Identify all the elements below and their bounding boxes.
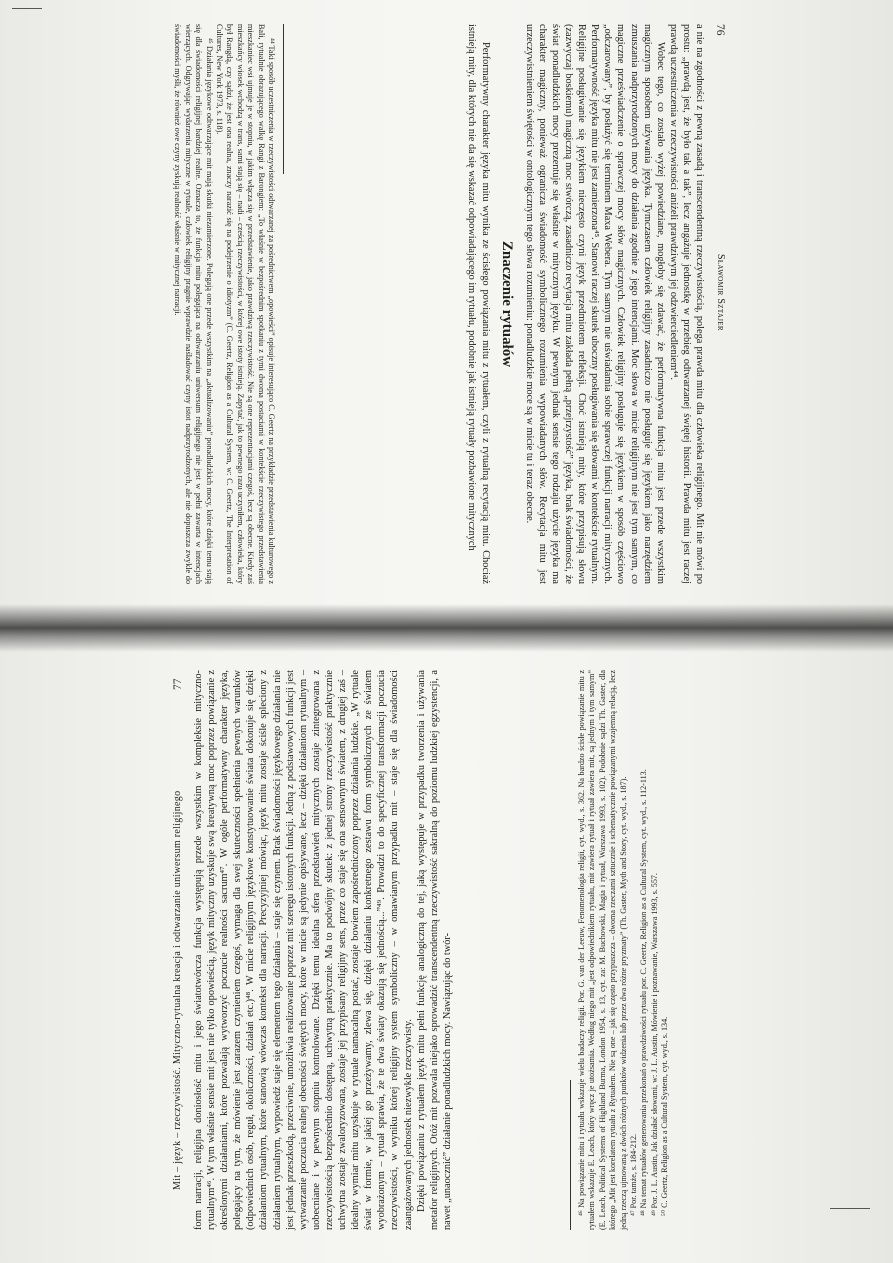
running-head: Mit – język – rzeczywistość. Mityczno-rytualna kreacja i odtwarzanie uniwersum religijnego <box>172 790 183 1190</box>
book-spine-shadow <box>0 604 893 652</box>
paragraph: form narracji, religijna doniosłość mitu i jego światotwórcza funkcja występują przede wszystkim w kompleksie mityczno-rytualnym⁴⁶. W tym właśnie sensie mit jest nie tylko opowieścią, język mityczny uzyskuje swą kreatywną moc poprzez powiązanie z określonymi działaniami, które pozwalają wytworzyć poczucie realności sacrum⁴⁷. W ogóle performatywny charakter języka, polegający na tym, że mówienie jest zarazem czynieniem czegoś, wymaga dla swej skuteczności spełnienia pewnych warunków (odpowiednich osób, reguł, okoliczności, działań etc.)⁴⁸. W micie religijnym językowe konstytuowanie świata dokonuje się dzięki działaniom rytualnym, które stanowią wówczas kontekst dla narracji. Precyzyjniej mówiąc, język mitu zostaje ściśle spleciony z działaniem rytualnym, wypowiedź staje się elementem tego działania – staje się czynem. Brak świadomości językowego działania nie jest jednak przeszkodą, przeciwnie, umożliwia realizowanie poprzez mit szeregu istotnych funkcji. Jedną z podstawowych funkcji jest wytwarzanie poczucia realnej obecności świętych mocy, które w micie są jedynie opisywane, lecz – dzięki działaniom rytualnym – uobecniane i w pewnym stopniu kontrolowane. Dzięki temu idealna sfera przedstawień mitycznych zostaje zintegrowana z rzeczywistością bezpośrednio dostępną, uchwytną praktycznie. Ma to podwójny skutek: z jednej strony rzeczywistość praktycznie uchwytna zostaje zwaloryzowana, zostaje jej przypisany religijny sens, przez co staje się ona sensownym światem, z drugiej zaś – idealny wymiar mitu uzyskuje w rytuale namacalną postać, zostaje bowiem zapośredniczony poprzez działania ludzkie. „W rytuale świat w formie, w jakiej go przeżywamy, zlewa się, dzięki działaniu konkretnego zestawu form symbolicznych ze światem wyobrażonym – rytuał sprawia, że te dwa światy okazują się jednością...”⁴⁹. Prowadzi to do specyficznej transformacji poczucia rzeczywistości, w wyniku której religijny system symboliczny – w omawianym przypadku mit – staje się dla świadomości zaangażowanych jednostek niezwykle rzeczywisty. <box>193 670 414 1230</box>
footnote: ⁴⁹ Por. J. L. Austin, Jak działać słowami, w: J. L. Austin, Mówienie i poznawanie, Warszawa 1993, s. 557. <box>649 873 659 1216</box>
footnote-rule <box>283 24 284 174</box>
page-76 <box>0 0 893 606</box>
scan-speck <box>830 1208 870 1209</box>
paragraph: a nie na zgodności z pewną zasadą i transcendentną rzeczywistością, polega prawda mitu dla człowieka religijnego. Mit nie mówi po prostu: „prawdą jest, że było tak a tak”, lecz angażuje jednostkę w przebieg odtwarzanej świętej historii. Prawda mitu jest raczej prawdą uczestniczenia w rzeczywistości aniżeli prawdziwym jej odzwierciedleniem⁴⁴. <box>667 24 705 584</box>
paragraph: Wobec tego, co zostało wyżej powiedziane, mogłoby się zdawać, że performatywna funkcja mitu jest przede wszystkim magicznym sposobem używania języka. Tymczasem człowiek religijny zasadniczo nie posługuje się językiem jako narzędziem zmuszania nadprzyrodzonych mocy do działania zgodnie z jego intencjami. Moc słowa w micie religijnym nie jest tym samym, co magiczne przeświadczenie o sprawczej mocy słów magicznych. Człowiek religijny posługuje się językiem w sposób częściowo „odczarowany”, by posłużyć się terminem Maxa Webera. Tym samym nie uświadamia sobie sprawczej funkcji narracji mitycznych. Performatywność języka mitu nie jest zamierzona⁴⁵. Stanowi raczej skutek uboczny posługiwania się słowami w kontekście rytualnym. Religijne posługiwanie się językiem nieczęsto czyni język przedmiotem refleksji. Choć istnieją mity, które przypisują słowu (zazwyczaj boskiemu) magiczną moc stwórczą, zasadniczo recytacja mitu zakłada pełną „przejrzystość” języka, brak świadomości, że świat ponadludzkich mocy prezentuje się właśnie w mitycznym języku. W pewnym jednak sensie tego rodzaju użycie języka ma charakter magiczny, ponieważ ogranicza świadomość symbolicznego rozumienia wypowiadanych słów. Recytacja mitu jest urzeczywistnieniem świętości w ontologicznym tego słowa rozumieniu: ponadludzkie moce są w micie tu i teraz obecne. <box>523 24 666 584</box>
page-number: 77 <box>172 678 184 690</box>
footnote: ⁴⁷ Por. tamże, s. 184-212. <box>629 1133 639 1216</box>
body-text <box>192 670 454 1230</box>
section-heading: Znaczenie rytuałów <box>498 240 515 368</box>
footnotes <box>172 24 276 584</box>
footnote: ⁴⁴ Taki sposób uczestniczenia w rzeczywistości odtwarzanej za pośrednictwem „opowieści” opisuje interesująco C. Geertz na przykładzie przedstawienia kulturowego z Bali, rytualnie obrazującego walkę Rangi z Barongiem: „To właśnie w bezpośrednim spotkaniu z tymi dwoma postaciami w kontekście rzeczywistego przedstawienia mieszkaniec wsi ujmuje je w stopniu, w jakim włącza się w przedstawienie, jako prawdziwą rzeczywistość. Nie są one reprezentacjami czegoś, lecz są obecne. Kiedy zaś mieszkańcy wiosek wchodzą w trans, sami stają się – nadi – cześcią rzeczywistości, w której owe istoty istnieją. Zapytać, jak to pewnego razu uczyniłem, człowieka, który był Rangdą, czy sądzi, że jest ona realna, znaczy narazić się na podejrzenie o idiotyzm” (C. Geertz, Religion as a Cultural System, w: C. Geertz, The Interpretation of Cultures, New York 1973, s. 118). <box>214 24 276 584</box>
page-77-rotated-content <box>172 670 732 1230</box>
paragraph: Performatywny charakter języka mitu wynika ze ścisłego powiązania mitu z rytuałem, czyli z rytualną recytacją mitu. Chociaż istnieją mity, dla których nie da się wskazać odpowiadającego im rytuału, podobnie jak istnieją rytuały pozbawione mitycznych <box>466 24 491 584</box>
page-77 <box>0 648 893 1254</box>
paragraph: Dzięki powiązaniu z rytuałem język mitu pełni funkcję analogiczną do tej, jaką występuje w przypadku tworzenia i używania metafor religijnych. Otóż mit pozwala niejako sprowadzić transcendentną rzeczywistość sakralną do poziomu ludzkiej egzystencji, a nawet „unaocznić” działanie ponadludzkich mocy. Nawiązując do twór- <box>415 670 453 1230</box>
scan-speck <box>12 8 42 9</box>
body-text <box>465 24 706 584</box>
running-head: Sławomir Sztajer <box>715 254 726 331</box>
footnotes <box>577 670 671 1230</box>
footnote: ⁵⁰ C. Geertz, Religion as a Cultural System, cyt. wyd., s. 134. <box>660 1016 670 1216</box>
page-number: 76 <box>714 24 726 36</box>
footnote: ⁴⁵ Działania językowe odtwarzające mit mają skutki niezamierzone. Polegają one przede wszystkim na „aktualizowaniu” ponadludzkich mocy, które dzięki temu stają się dla świadomości religijnej bardziej realne. Oznacza to, że funkcja mitu polegająca na odtwarzaniu uniwersum religijnego nie jest w pełni zawarta w intencjach wierzących. Odgrywając wydarzenia mityczne w rytuale, człowiek religijny pragnie wprawdzie naśladować czyny istot nadprzyrodzonych, ale nie dopuszcza zwykle do świadomości myśli, że również owe czyny zyskują realność właśnie w mitycznej narracji. <box>173 24 214 584</box>
footnote-rule <box>570 1080 571 1230</box>
footnote: ⁴⁸ Na temat rytuałów generowania przekonań o prawdziwości rytuału por. C. Geertz, Religion as a Cultural System, cyt. wyd., s. 112-113. <box>639 769 649 1216</box>
page-76-rotated-content <box>166 24 726 584</box>
footnote: ⁴⁶ Na powiązanie mitu i rytuału wskazuje wielu badaczy religii. Por. G. van der Leeuw, Fenomenologia religii, cyt. wyd., s. 362. Na bardzo ścisłe powiązanie mitu z rytuałem wskazuje E. Leach, który wręcz je utożsamia. Według niego mit „jest odpowiednikiem rytuału, mit zawiera rytuał i rytuał zawiera mit, są jednym i tym samym” (E. Leach, Political Systems of Highland Burma, London 1954, s. 13, cyt. za: M. Buchowski, Magia i rytuał, Warszawa 1993, s. 102). Podobnie sądzi Th. Gaster, dla którego „Mit jest korelatem rytuału z Rytuałem. Nie są one – jak się często przypuszcza – dwoma rzeczami sztucznie i schematycznie powiązanymi wzajemną relacją, lecz jedną rzeczą ujmowaną z dwóch różnych punktów widzenia lub przez dwa różne pryzmaty” (Th. Gaster, Myth and Story, cyt. wyd., s. 187). <box>577 670 628 1230</box>
